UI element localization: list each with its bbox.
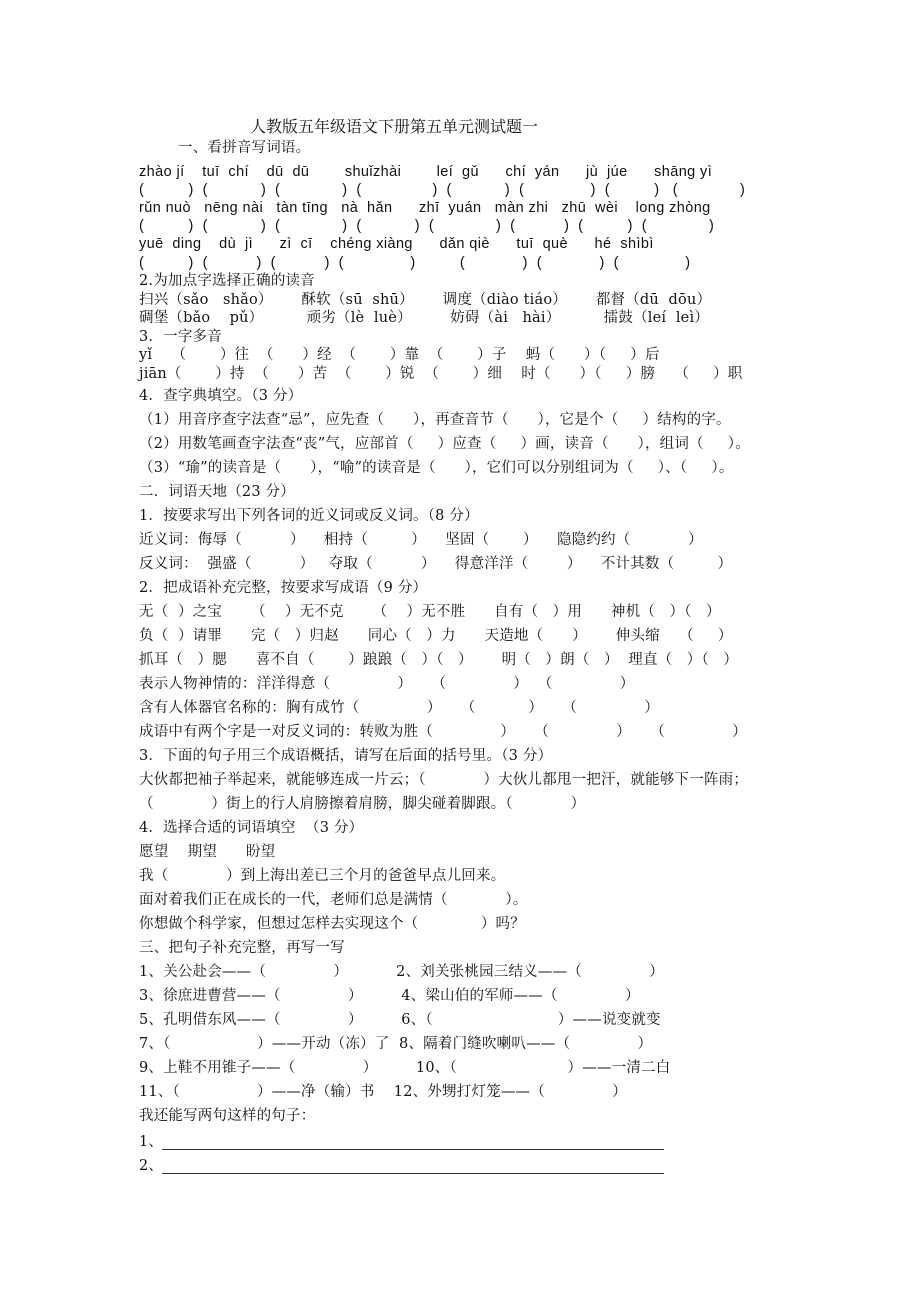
word-choice-question: 4．选择合适的词语填空 （3 分）	[139, 820, 364, 836]
polyphone-row-1: yǐ （ ）往 （ ）经 （ ）靠 （ ）子 蚂（ ）（ ）后	[139, 347, 660, 363]
synonym-question: 1．按要求写出下列各词的近义词或反义词。（8 分）	[139, 508, 479, 524]
xiehouyu-row-2: 3、徐庶进曹营——（ ） 4、梁山伯的军师——（ ）	[139, 988, 640, 1004]
idiom-row-1: 无（ ）之宝 （ ）无不克 （ ）无不胜 自有（ ）用 神机（ ）（ ）	[139, 604, 721, 620]
question-4-heading: 4．查字典填空。（3 分）	[139, 388, 303, 404]
pinyin-row-1: zhào jí tuī chí dū dū shuǐzhài leí gǔ chí yán jù júe shāng yì	[139, 164, 713, 180]
word-choice-sentence-3: 你想做个科学家，但想过怎样去实现这个（ ）吗？	[139, 916, 525, 932]
synonym-row: 近义词：侮辱（ ） 相持（ ） 坚固（ ） 隐隐约约（ ）	[139, 532, 703, 548]
question-2-heading: 2.为加点字选择正确的读音	[139, 273, 315, 289]
dictionary-item-3: （3）“瑜”的读音是（ ），“喻”的读音是（ ），它们可以分别组词为（ ）、（ ）。	[139, 460, 734, 476]
part-3-heading: 三、把句子补充完整，再写一写	[139, 940, 345, 956]
idiom-body-row: 含有人体器官名称的：胸有成竹（ ） （ ） （ ）	[139, 700, 660, 716]
question-3-heading: 3．一字多音	[139, 329, 222, 345]
idiom-expression-row: 表示人物神情的：洋洋得意（ ） （ ） （ ）	[139, 676, 635, 692]
dictionary-item-1: （1）用音序查字法查“忌”，应先查（ ），再查音节（ ），它是个（ ）结构的字。	[139, 412, 731, 428]
idiom-row-2: 负（ ）请罪 完（ ）归赵 同心（ ）力 天造地（ ） 伸头缩 （ ）	[139, 628, 733, 644]
xiehouyu-row-6: 11、（ ）——净（输）书 12、外甥打灯笼——（ ）	[139, 1084, 627, 1100]
section-1-heading: 一、看拼音写词语。	[178, 140, 311, 156]
pinyin-row-3: yuē ding dù jì zì cī chéng xiàng dǎn qiè tuī què hé shìbì	[139, 236, 654, 252]
answer-line-1[interactable]	[162, 1149, 664, 1150]
answer-line-1-label: 1、	[139, 1134, 164, 1150]
answer-line-2[interactable]	[162, 1173, 664, 1174]
xiehouyu-row-1: 1、关公赴会——（ ） 2、刘关张桃园三结义——（ ）	[139, 964, 664, 980]
answer-line-2-label: 2、	[139, 1158, 164, 1174]
reading-choice-row-1: 扫兴（sǎo shǎo） 酥软（sū shū） 调度（diào tiáo） 都督（dū dōu）	[139, 292, 712, 308]
reading-choice-row-2: 碉堡（bǎo pǔ） 顽劣（lè luè） 妨碍（ài hài） 擂鼓（leí leì）	[139, 310, 710, 326]
page-title: 人教版五年级语文下册第五单元测试题一	[250, 117, 539, 136]
xiehouyu-row-5: 9、上鞋不用锥子——（ ） 10、（ ）——一清二白	[139, 1060, 671, 1076]
xiehouyu-row-4: 7、（ ）——开动（冻）了 8、隔着门缝吹喇叭——（ ）	[139, 1036, 653, 1052]
polyphone-row-2: jiān（ ）持 （ ）苦 （ ）锐 （ ）细 时（ ）（ ）膀 （ ）职	[139, 366, 743, 382]
xiehouyu-row-3: 5、孔明借东风——（ ） 6、（ ）——说变就变	[139, 1012, 661, 1028]
word-choice-options: 愿望 期望 盼望	[139, 844, 276, 860]
idiom-row-3: 抓耳（ ）腮 喜不自（ ）踉踉（ ）（ ） 明（ ）朗（ ） 理直（ ）（ ）	[139, 652, 739, 668]
answer-row-2: ( ) ( ) ( ) ( ) ( ) ( ) ( ) ( )	[139, 218, 715, 234]
dictionary-item-2: （2）用数笔画查字法查“丧”气，应部首（ ）应查（ ）画，读音（ ），组词（ ）。	[139, 436, 750, 452]
answer-row-3: ( ) ( ) ( ) ( ) ( ) ( ) ( )	[139, 255, 691, 271]
word-choice-sentence-1: 我（ ）到上海出差已三个月的爸爸早点儿回来。	[139, 868, 506, 884]
part-2-heading: 二．词语天地（23 分）	[139, 484, 295, 500]
summary-sentence-1: 大伙都把袖子举起来，就能够连成一片云；（ ）大伙儿都甩一把汗，就能够下一阵雨；	[139, 772, 749, 788]
word-choice-sentence-2: 面对着我们正在成长的一代，老师们总是满情（ ）。	[139, 892, 528, 908]
idiom-antonym-row: 成语中有两个字是一对反义词的：转败为胜（ ） （ ） （ ）	[139, 724, 747, 740]
summary-sentence-2: （ ）街上的行人肩膀擦着肩膀，脚尖碰着脚跟。（ ）	[139, 796, 586, 812]
summary-question: 3．下面的句子用三个成语概括，请写在后面的括号里。（3 分）	[139, 748, 553, 764]
antonym-row: 反义词： 强盛（ ） 夺取（ ） 得意洋洋（ ） 不计其数（ ）	[139, 556, 733, 572]
pinyin-row-2: rǔn nuò nēng nài tàn tīng nà hǎn zhī yuán màn zhi zhū wèi long zhòng	[139, 200, 711, 216]
extra-sentences-prompt: 我还能写两句这样的句子：	[139, 1108, 316, 1124]
answer-row-1: ( ) ( ) ( ) ( ) ( ) ( ) ( ) ( )	[139, 182, 746, 198]
idiom-question: 2．把成语补充完整，按要求写成语（9 分）	[139, 580, 428, 596]
